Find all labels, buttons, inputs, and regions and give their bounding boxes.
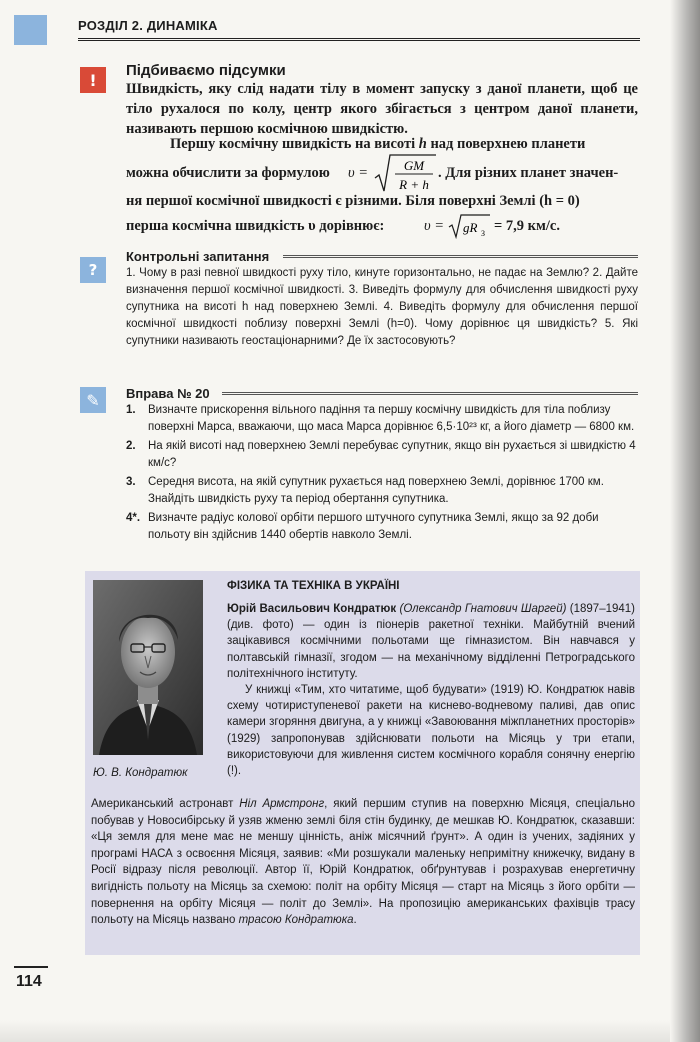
section-color-tab <box>14 15 47 45</box>
info-continuation-name: Ніл Армстронг <box>239 798 325 810</box>
exercise-item-number: 3. <box>126 476 136 488</box>
summary-formula-intro <box>126 134 638 154</box>
formula-lead: можна обчислити за формулою <box>126 165 330 181</box>
earth-velocity-lead: перша космічна швидкість υ дорівнює: <box>126 218 385 234</box>
page-number: 114 <box>16 973 42 990</box>
sqrt-gr-text: gR <box>463 220 478 235</box>
info-continuation-end: . <box>353 914 357 927</box>
questions-text: 1. Чому в разі певної швидкості руху тіло, кинуте горизонтально, не падає на Землю? 2. Дайте визначення першої космічної швидкості. 3. Виведіть формулу для обчислення швидкості руху супутника на висоті h над поверхнею Землі. 4. Виведіть формулу для обчислення першої космічної швидкості поблизу поверхні Землі (h=0). Чому дорівнює ця швидкість? 5. Які супутники називають геостаціонарними? Де їх застосовують? <box>126 267 638 347</box>
exclamation-icon: ! <box>80 67 106 93</box>
info-alias: (Олександр Гнатович Шаргей) <box>399 603 567 615</box>
formula-numerator: GM <box>403 158 425 173</box>
formula-tail: . Для різних планет значен- <box>438 165 619 181</box>
formula-denominator: R + h <box>399 177 429 192</box>
info-paragraph <box>227 601 635 682</box>
info-text <box>227 601 635 779</box>
summary-definition <box>126 79 638 139</box>
info-paragraph: У книжці «Тим, хто читатиме, щоб будувати» (1919) Ю. Кондратюк навів схему чотириступеневої ракети на киснево-водневому паливі, дав опис камери згоряння двигуна, а у книжці «Завоювання міжпланетних просторів» (1929) запропонував здійснювати польоти на Місяць у три етапи, використовуючи для живлення систем космічного корабля сонячну енергію (!). <box>227 684 635 778</box>
exercise-item-number: 2. <box>126 440 136 452</box>
summary-intro-part1: Першу космічну швидкість на висоті <box>170 136 419 152</box>
section-title: РОЗДІЛ 2. ДИНАМІКА <box>78 18 218 33</box>
exercise-item <box>126 474 638 508</box>
formula-v: υ = <box>348 165 369 181</box>
summary-continuation <box>126 191 638 211</box>
exercise-title: Вправа № 20 <box>126 386 210 401</box>
pencil-icon: ✎ <box>80 387 106 413</box>
info-continuation-part2: , який першим ступив на поверхню Місяця, спеціально побував у Новосибірську й узяв жменю землі біля стін будинку, де мешкав Ю. Кондратюк, сказавши: «Ця земля для мене має не меншу цінність, аніж місячний ґрунт». А один із учених, задіяних у програмі НАСА з освоєння Місяця, заявив: «Ми розшукали маленьку непримітну книжечку, видану в Росії відразу після революції. Автор її, Юрій Кондратюк, обґрунтував і розрахував енергетичну вигідність польоту на Місяць за схемою: політ на орбіту Місяця — старт на Місяць з його орбіти — повернення на орбіту Місяця — політ до Землі». На пропозицію американських фахівців трасу польоту на Місяць названо <box>91 798 635 927</box>
info-continuation-italic: трасою Кондратюка <box>238 914 354 927</box>
exercise-item <box>126 510 638 544</box>
exercise-item <box>126 402 638 436</box>
exercise-item <box>126 438 638 472</box>
exercise-item-text: Визначте прискорення вільного падіння та першу космічну швидкість для тіла поблизу поверхні Марса, вважаючи, що маса Марса дорівнює 6,5·10²³ кг, а його діаметр — 6800 км. <box>148 404 635 433</box>
portrait-caption: Ю. В. Кондратюк <box>93 767 188 779</box>
exercise-item-text: Визначте радіус колової орбіти першого штучного супутника Землі, якщо за 92 доби польоту він здійснив 1440 обертів навколо Землі. <box>148 512 599 541</box>
summary-intro-part2: над поверхнею планети <box>426 136 586 152</box>
sqrt-fraction <box>373 154 437 194</box>
exercise-item-text: На якій висоті над поверхнею Землі перебуває супутник, якщо він рухається зі швидкістю 4 км/с? <box>148 440 636 469</box>
questions-rule <box>283 255 638 258</box>
earth-velocity-value: = 7,9 км/с. <box>494 218 560 234</box>
sqrt-gr-sub: З <box>481 229 486 238</box>
exercise-list <box>126 402 638 546</box>
exercise-item-number: 4*. <box>126 512 141 524</box>
summary-continuation-text: ня першої космічної швидкості є різними. Біля поверхні Землі (h = 0) <box>126 193 580 209</box>
exercise-item-text: Середня висота, на якій супутник рухається над поверхнею Землі, дорівнює 1700 км. Знайдіть швидкість руху та період обертання супутника. <box>148 476 604 505</box>
summary-title: Підбиваємо підсумки <box>126 62 286 79</box>
earth-velocity-v: υ = <box>424 218 445 234</box>
info-name: Юрій Васильович Кондратюк <box>227 603 397 615</box>
info-continuation <box>91 796 635 929</box>
earth-velocity-line <box>126 213 638 239</box>
info-heading: ФІЗИКА ТА ТЕХНІКА В УКРАЇНІ <box>227 580 400 592</box>
header-rule <box>78 38 640 41</box>
portrait-photo <box>93 580 203 755</box>
formula-line <box>126 154 638 194</box>
page-binding-shadow <box>670 0 700 1042</box>
info-paragraph1-rest: (1897–1941) (див. фото) — один із піонерів ракетної техніки. Майбутній вчений зацікавився космічними польотами ще гімназистом. Він навчався у полтавській гімназії, згодом — на механічному відділенні Петроградського політехнічного інституту. <box>227 603 636 680</box>
exercise-rule <box>222 392 638 395</box>
info-continuation-part1: Американський астронавт <box>91 798 240 810</box>
summary-definition-text: Швидкість, яку слід надати тілу в момент запуску з даної планети, щоб це тіло рухалося по колу, центр якого збігається з центром даної планети, називають першою космічною швидкістю. <box>126 81 638 137</box>
sqrt-gr <box>448 213 492 239</box>
summary-intro-var: h <box>418 136 427 152</box>
question-mark-icon: ? <box>80 257 106 283</box>
questions-title: Контрольні запитання <box>126 249 270 264</box>
exercise-item-number: 1. <box>126 404 136 416</box>
page-number-rule <box>14 966 48 968</box>
page-bottom-shade <box>0 1020 670 1042</box>
